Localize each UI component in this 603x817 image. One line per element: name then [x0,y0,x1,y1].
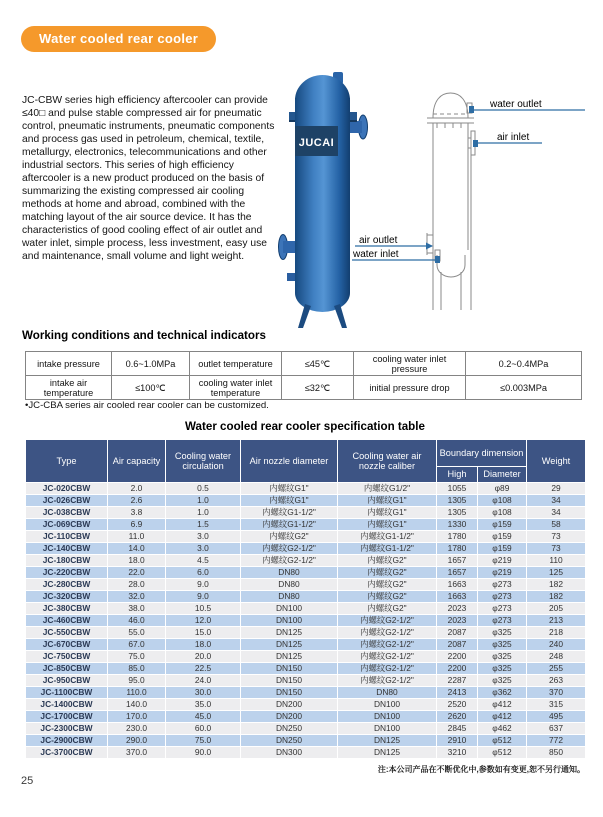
condition-cell: intake air temperature [26,376,112,400]
spec-cell: φ159 [478,531,527,543]
spec-cell: JC-380CBW [26,603,108,615]
spec-cell: 内螺纹G2-1/2" [338,651,437,663]
spec-cell: 内螺纹G1-1/2" [241,507,338,519]
table-row [26,531,586,543]
spec-cell: 34 [527,495,586,507]
spec-cell: 9.0 [166,579,241,591]
leader-end-square [473,140,478,147]
spec-cell: DN100 [338,711,437,723]
label-air-outlet: air outlet [359,235,398,246]
spec-cell: DN100 [241,615,338,627]
table-row [26,675,586,687]
spec-cell: 58 [527,519,586,531]
spec-cell: 12.0 [166,615,241,627]
spec-cell: 2910 [437,735,478,747]
table-row [26,495,586,507]
spec-cell: 内螺纹G1" [338,507,437,519]
spec-table-title: Water cooled rear cooler specification table [185,420,425,433]
spec-cell: 30.0 [166,687,241,699]
spec-cell: 9.0 [166,591,241,603]
spec-cell: 18.0 [108,555,166,567]
spec-cell: 3210 [437,747,478,759]
spec-cell: 315 [527,699,586,711]
spec-cell: 15.0 [166,627,241,639]
spec-cell: 内螺纹G2" [338,603,437,615]
spec-cell: 67.0 [108,639,166,651]
col-header-high: High [437,467,478,483]
spec-cell: DN100 [338,723,437,735]
spec-cell: φ325 [478,627,527,639]
spec-cell: 内螺纹G2" [241,531,338,543]
spec-cell: φ325 [478,639,527,651]
spec-cell: φ219 [478,567,527,579]
spec-cell: 内螺纹G1" [338,495,437,507]
spec-cell: JC-280CBW [26,579,108,591]
spec-cell: 20.0 [166,651,241,663]
footer-note: 注:本公司产品在不断优化中,参数如有变更,恕不另行通知。 [377,765,585,774]
spec-cell: 75.0 [108,651,166,663]
spec-cell: DN125 [241,651,338,663]
spec-cell: 772 [527,735,586,747]
spec-cell: DN150 [241,675,338,687]
spec-cell: 内螺纹G2" [338,591,437,603]
spec-cell: DN200 [241,711,338,723]
spec-cell: 110 [527,555,586,567]
working-conditions-table [25,351,582,400]
condition-cell: ≤32℃ [282,376,354,400]
spec-cell: φ273 [478,603,527,615]
spec-cell: 14.0 [108,543,166,555]
spec-cell: 1305 [437,495,478,507]
spec-cell: 85.0 [108,663,166,675]
table-row [26,747,586,759]
spec-cell: 4.5 [166,555,241,567]
table-row [26,567,586,579]
spec-cell: 2.0 [108,483,166,495]
spec-cell: 内螺纹G2-1/2" [338,663,437,675]
table-row [26,735,586,747]
col-header-air-capacity: Air capacity [108,440,166,483]
working-conditions-heading: Working conditions and technical indicators [22,329,266,342]
spec-cell: 34 [527,507,586,519]
spec-cell: 6.9 [108,519,166,531]
spec-cell: φ273 [478,615,527,627]
spec-cell: JC-020CBW [26,483,108,495]
spec-cell: 1657 [437,567,478,579]
spec-cell: 11.0 [108,531,166,543]
spec-cell: DN300 [241,747,338,759]
spec-cell: φ412 [478,699,527,711]
leader-arrow [426,243,433,250]
tank-photo [279,72,368,328]
spec-cell: 55.0 [108,627,166,639]
page-title: Water cooled rear cooler [21,26,216,52]
spec-cell: 内螺纹G2-1/2" [241,555,338,567]
spec-cell: JC-460CBW [26,615,108,627]
spec-table-header [26,440,586,483]
spec-cell: 125 [527,567,586,579]
col-header-boundary-dimension: Boundary dimension [437,440,527,467]
spec-cell: 2023 [437,615,478,627]
spec-cell: JC-550CBW [26,627,108,639]
spec-cell: JC-069CBW [26,519,108,531]
spec-cell: φ325 [478,675,527,687]
spec-cell: 内螺纹G2" [338,567,437,579]
spec-cell: DN125 [241,639,338,651]
col-header-air-nozzle-diameter: Air nozzle diameter [241,440,338,483]
spec-cell: 38.0 [108,603,166,615]
spec-cell: DN200 [241,699,338,711]
spec-cell: 内螺纹G2-1/2" [338,615,437,627]
table-row [26,543,586,555]
spec-cell: JC-1400CBW [26,699,108,711]
spec-cell: 637 [527,723,586,735]
table-row [26,687,586,699]
spec-cell: 248 [527,651,586,663]
spec-cell: JC-3700CBW [26,747,108,759]
spec-cell: 22.0 [108,567,166,579]
spec-cell: 22.5 [166,663,241,675]
spec-cell: JC-670CBW [26,639,108,651]
spec-cell: 32.0 [108,591,166,603]
spec-cell: 28.0 [108,579,166,591]
condition-cell: cooling water inlet temperature [190,376,282,400]
spec-table [25,439,586,759]
spec-cell: 140.0 [108,699,166,711]
leader-end-square [469,106,474,113]
spec-cell: DN250 [241,735,338,747]
brand-label: JUCAI [298,137,335,149]
condition-cell: 0.6~1.0MPa [112,352,190,376]
spec-cell: φ362 [478,687,527,699]
spec-cell: φ159 [478,519,527,531]
spec-cell: 170.0 [108,711,166,723]
spec-cell: JC-950CBW [26,675,108,687]
spec-cell: φ89 [478,483,527,495]
spec-cell: 内螺纹G1" [241,483,338,495]
leader-end-square [435,256,440,263]
spec-cell: 1657 [437,555,478,567]
label-air-inlet: air inlet [497,132,530,143]
spec-cell: DN125 [241,627,338,639]
spec-cell: 1330 [437,519,478,531]
spec-cell: JC-320CBW [26,591,108,603]
spec-cell: JC-220CBW [26,567,108,579]
spec-cell: 内螺纹G2-1/2" [338,639,437,651]
spec-cell: 0.5 [166,483,241,495]
spec-cell: DN80 [338,687,437,699]
spec-cell: 内螺纹G2-1/2" [338,627,437,639]
spec-cell: 370.0 [108,747,166,759]
spec-cell: 2087 [437,639,478,651]
table-row [26,627,586,639]
spec-cell: 内螺纹G2-1/2" [241,543,338,555]
spec-cell: φ325 [478,651,527,663]
spec-cell: DN150 [241,663,338,675]
spec-cell: DN100 [338,699,437,711]
spec-cell: 3.8 [108,507,166,519]
spec-cell: DN100 [241,603,338,615]
condition-cell: outlet temperature [190,352,282,376]
spec-cell: 24.0 [166,675,241,687]
spec-cell: 290.0 [108,735,166,747]
table-row [26,663,586,675]
spec-cell: 205 [527,603,586,615]
spec-cell: φ219 [478,555,527,567]
spec-cell: 370 [527,687,586,699]
spec-cell: 内螺纹G1-1/2" [338,543,437,555]
table-row [26,591,586,603]
spec-cell: 内螺纹G1/2" [338,483,437,495]
spec-cell: DN150 [241,687,338,699]
spec-cell: φ412 [478,711,527,723]
label-water-inlet: water inlet [353,249,399,260]
col-header-weight: Weight [527,440,586,483]
col-header-type: Type [26,440,108,483]
spec-cell: 1305 [437,507,478,519]
spec-cell: JC-038CBW [26,507,108,519]
table-row [26,352,582,376]
spec-cell: 1.5 [166,519,241,531]
cooler-figure [275,60,595,342]
intro-paragraph: JC-CBW series high efficiency aftercooler can provide ≤40□ and pulse stable compressed air for pneumatic control, pneumatic instruments, pneumatic components and process gas used in petroleum, chemical, textile, metallurgy, electronics, telecommunications and other industrial sectors. This series of high efficiency aftercooler is a new product produced on the basis of summarizing the existing compressed air cooling methods at home and abroad, combined with the matching layout of the air source device. It has the characteristics of good cooling effect of air outlet and water inlet, simple process, less investment, easy use and maintenance, small volume and light weight. [22,95,275,262]
spec-cell: 240 [527,639,586,651]
schematic-drawing [427,93,475,310]
spec-cell: DN80 [241,591,338,603]
spec-cell: 内螺纹G1" [241,495,338,507]
spec-cell: 75.0 [166,735,241,747]
spec-cell: 35.0 [166,699,241,711]
spec-cell: φ108 [478,507,527,519]
spec-cell: 6.0 [166,567,241,579]
spec-cell: 2287 [437,675,478,687]
spec-cell: 45.0 [166,711,241,723]
table-row [26,711,586,723]
spec-cell: φ159 [478,543,527,555]
label-water-outlet: water outlet [490,99,542,110]
spec-cell: 2.6 [108,495,166,507]
spec-cell: φ273 [478,579,527,591]
spec-cell: 内螺纹G2" [338,555,437,567]
spec-cell: 2087 [437,627,478,639]
spec-cell: JC-750CBW [26,651,108,663]
spec-cell: 2413 [437,687,478,699]
col-header-cooling-water-circulation: Cooling water circulation [166,440,241,483]
customization-note: •JC-CBA series air cooled rear cooler can be customized. [25,400,269,411]
spec-cell: 10.5 [166,603,241,615]
spec-cell: 2023 [437,603,478,615]
spec-cell: DN80 [241,567,338,579]
spec-cell: JC-140CBW [26,543,108,555]
spec-cell: DN125 [338,735,437,747]
condition-cell: ≤100℃ [112,376,190,400]
condition-cell: ≤0.003MPa [466,376,582,400]
spec-cell: 1780 [437,531,478,543]
spec-cell: 1.0 [166,507,241,519]
spec-cell: 2520 [437,699,478,711]
spec-cell: DN80 [241,579,338,591]
table-row [26,615,586,627]
spec-cell: JC-1700CBW [26,711,108,723]
spec-cell: JC-2300CBW [26,723,108,735]
spec-cell: φ325 [478,663,527,675]
spec-cell: 255 [527,663,586,675]
spec-cell: 1055 [437,483,478,495]
spec-cell: 110.0 [108,687,166,699]
page-number: 25 [21,775,34,787]
spec-cell: 1663 [437,591,478,603]
spec-cell: 1780 [437,543,478,555]
spec-cell: 内螺纹G2" [338,579,437,591]
spec-cell: φ108 [478,495,527,507]
spec-cell: 3.0 [166,531,241,543]
spec-cell: JC-2900CBW [26,735,108,747]
spec-cell: 182 [527,579,586,591]
table-row [26,603,586,615]
spec-cell: 2620 [437,711,478,723]
spec-cell: 73 [527,531,586,543]
spec-cell: φ273 [478,591,527,603]
spec-cell: 850 [527,747,586,759]
spec-cell: JC-1100CBW [26,687,108,699]
table-row [26,651,586,663]
spec-cell: 1663 [437,579,478,591]
condition-cell: initial pressure drop [354,376,466,400]
table-row [26,699,586,711]
table-row [26,483,586,495]
condition-cell: cooling water inlet pressure [354,352,466,376]
table-row [26,579,586,591]
spec-cell: 73 [527,543,586,555]
spec-cell: φ512 [478,735,527,747]
spec-cell: 2200 [437,651,478,663]
spec-cell: 内螺纹G1-1/2" [338,531,437,543]
product-illustration [275,60,595,342]
table-row [26,507,586,519]
spec-cell: 2845 [437,723,478,735]
spec-cell: 213 [527,615,586,627]
spec-cell: JC-110CBW [26,531,108,543]
condition-cell: ≤45℃ [282,352,354,376]
table-row [26,519,586,531]
spec-cell: 内螺纹G2-1/2" [338,675,437,687]
spec-cell: 182 [527,591,586,603]
condition-cell: 0.2~0.4MPa [466,352,582,376]
table-row [26,376,582,400]
spec-cell: 2200 [437,663,478,675]
col-header-diameter: Diameter [478,467,527,483]
spec-cell: φ462 [478,723,527,735]
spec-cell: 90.0 [166,747,241,759]
spec-cell: 29 [527,483,586,495]
spec-cell: JC-850CBW [26,663,108,675]
spec-cell: 218 [527,627,586,639]
spec-cell: 230.0 [108,723,166,735]
condition-cell: intake pressure [26,352,112,376]
col-header-cooling-water-air-nozzle-caliber: Cooling water air nozzle caliber [338,440,437,483]
spec-cell: JC-026CBW [26,495,108,507]
spec-cell: φ512 [478,747,527,759]
spec-cell: 内螺纹G1" [338,519,437,531]
spec-cell: DN250 [241,723,338,735]
table-row [26,723,586,735]
spec-cell: 1.0 [166,495,241,507]
spec-cell: 60.0 [166,723,241,735]
spec-cell: 95.0 [108,675,166,687]
spec-cell: 495 [527,711,586,723]
spec-cell: 3.0 [166,543,241,555]
table-row [26,555,586,567]
spec-cell: DN125 [338,747,437,759]
table-row [26,639,586,651]
spec-cell: 46.0 [108,615,166,627]
spec-cell: JC-180CBW [26,555,108,567]
spec-cell: 263 [527,675,586,687]
spec-cell: 内螺纹G1-1/2" [241,519,338,531]
spec-cell: 18.0 [166,639,241,651]
